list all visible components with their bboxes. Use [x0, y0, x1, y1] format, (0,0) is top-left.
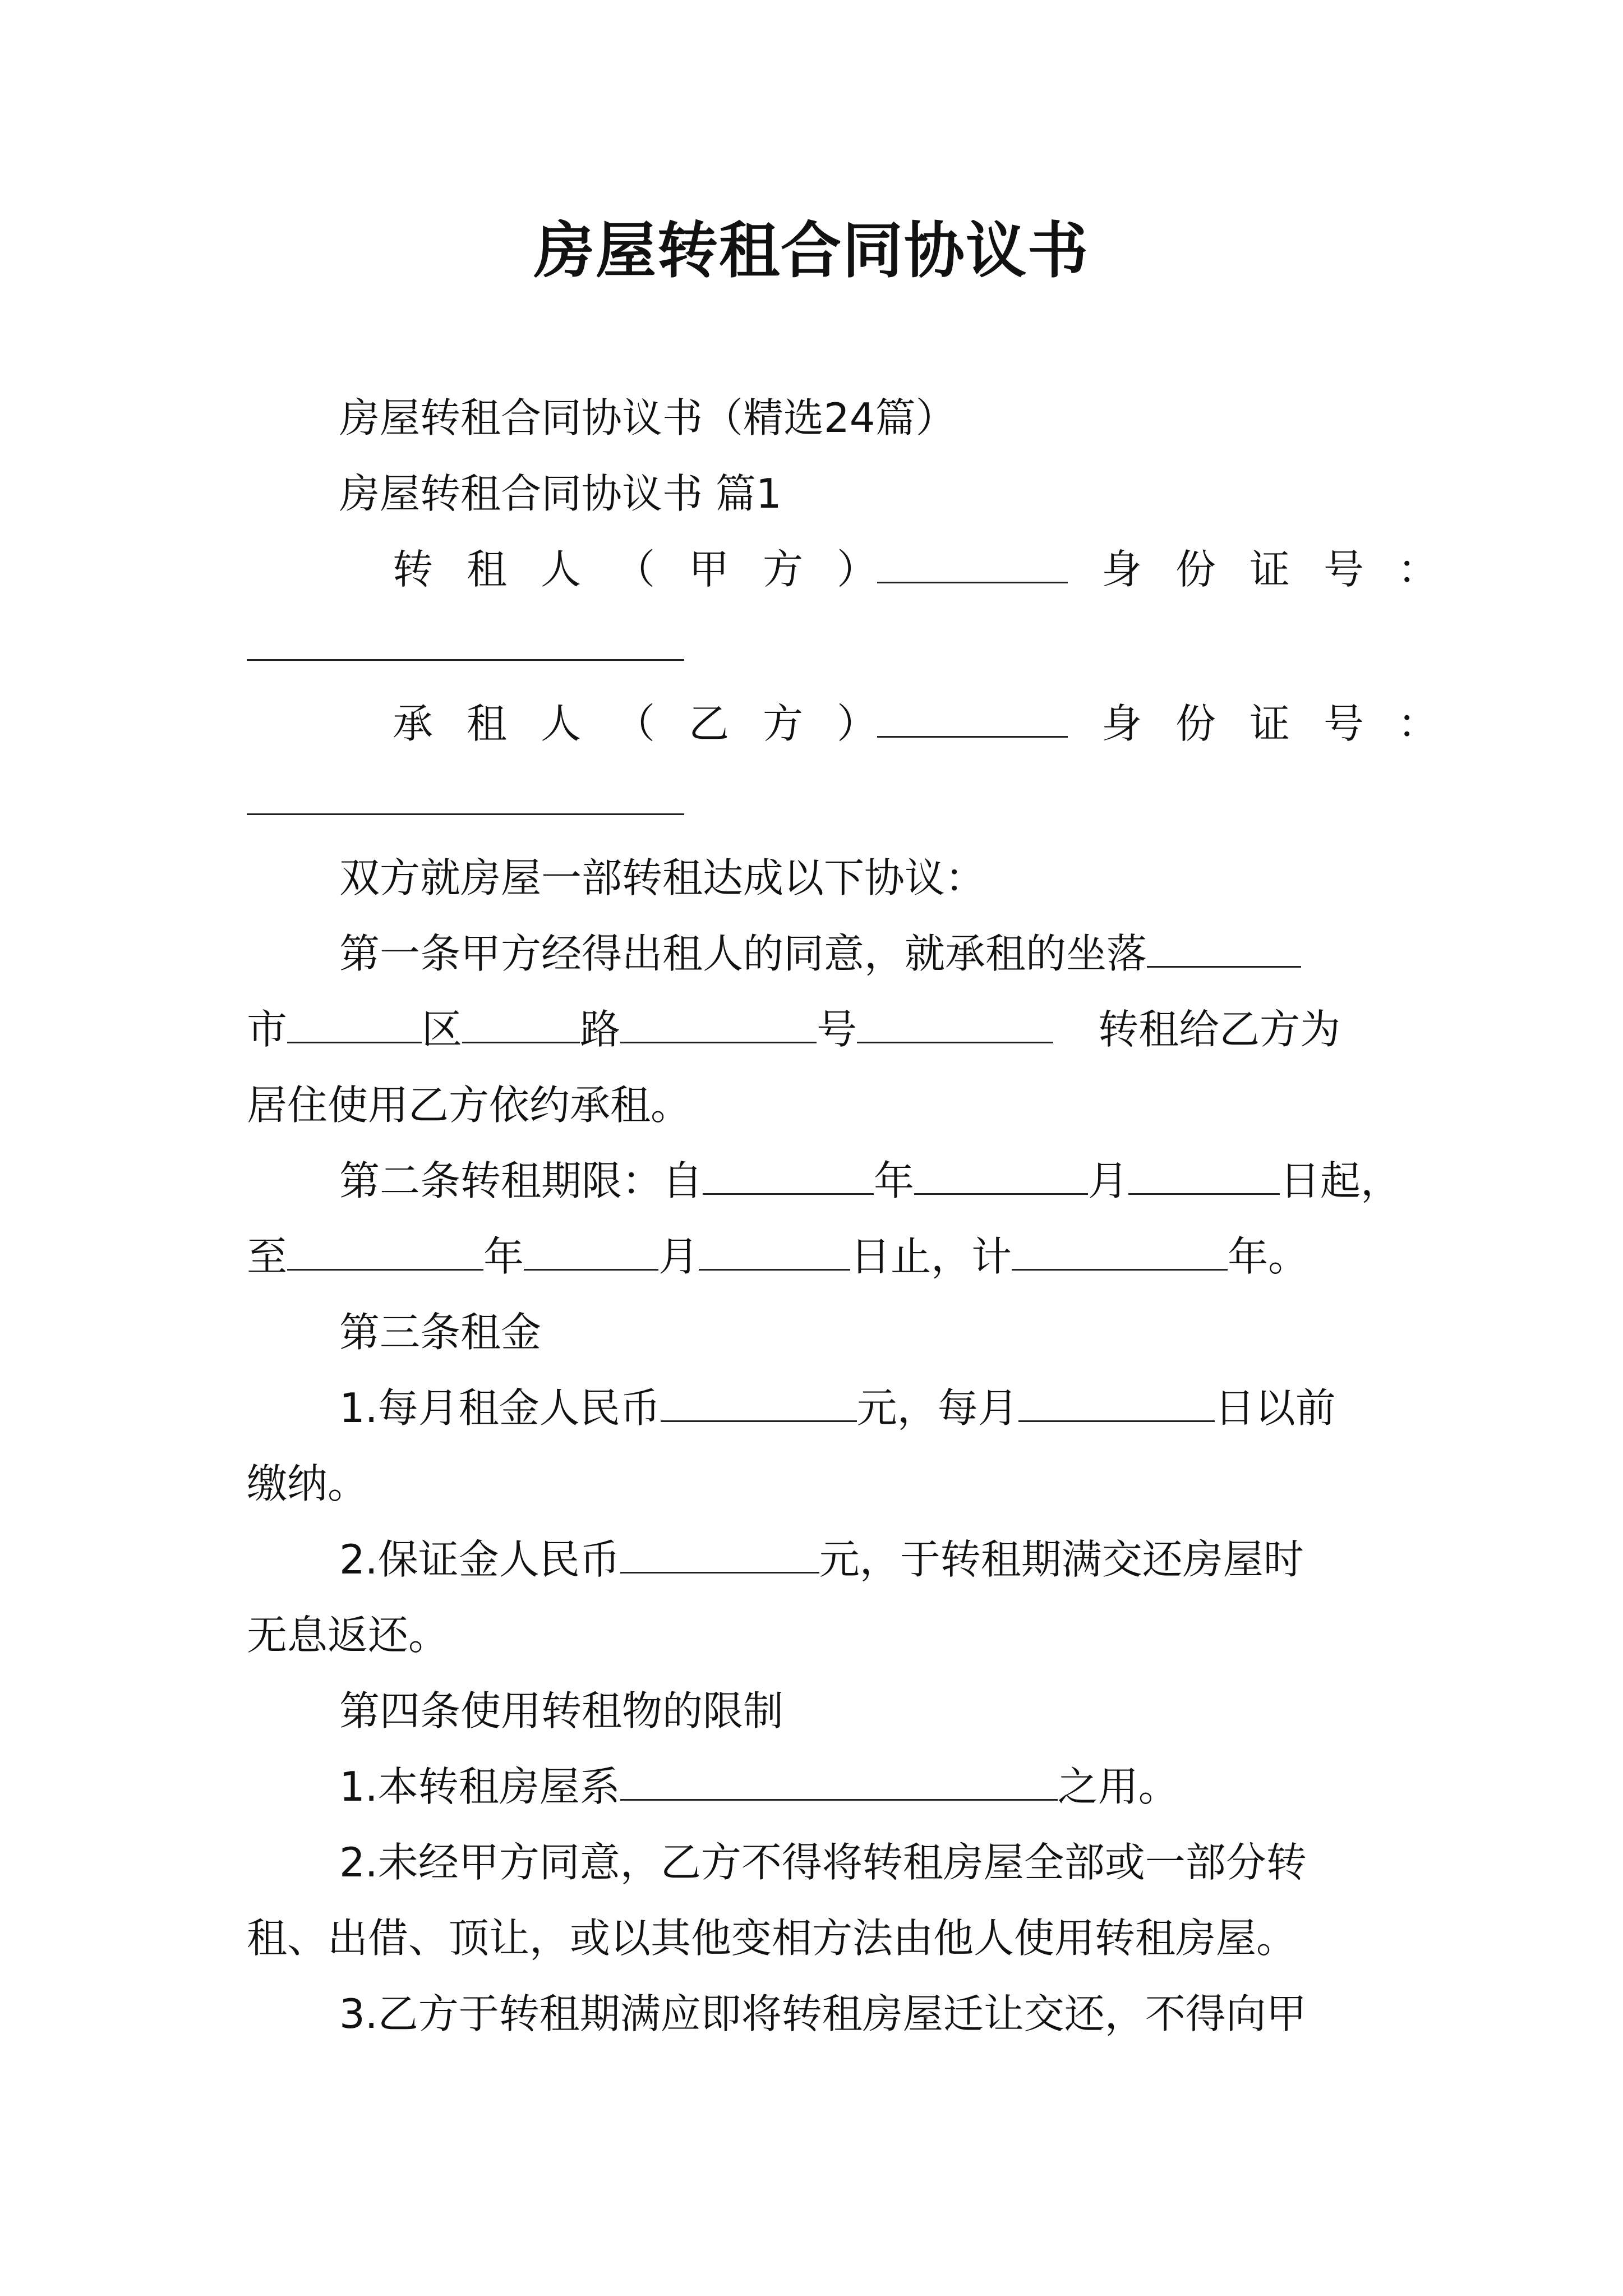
payment-day-blank — [1018, 1388, 1215, 1422]
payment-day-tail: 日以前 — [1214, 1384, 1336, 1432]
sublessee-line — [393, 696, 1472, 752]
article-4-item-2-line-1: 2.未经甲方同意，乙方不得将转租房屋全部或一部分转 — [339, 1839, 1307, 1886]
sublessee-name-blank — [877, 703, 1068, 738]
article-4-item-3-line-1: 3.乙方于转租期满应即将转租房屋迁让交还，不得向甲 — [339, 1990, 1307, 2037]
deposit-label: 2.保证金人民币 — [339, 1536, 620, 1583]
start-day-blank — [1128, 1161, 1280, 1195]
article-3-item-1-line-1 — [339, 1380, 1391, 1436]
start-year-blank — [703, 1161, 874, 1195]
article-3-item-1-line-2: 缴纳。 — [247, 1460, 368, 1507]
article-3-item-2-line-1 — [339, 1531, 1391, 1588]
sublessee-id-label: 身份证号： — [1101, 700, 1472, 747]
number-blank — [857, 1009, 1053, 1043]
end-year-label: 年 — [483, 1233, 524, 1280]
article-1-line-1 — [339, 926, 1391, 982]
end-day-blank — [699, 1236, 850, 1271]
city-blank — [287, 1009, 422, 1043]
road-blank — [620, 1009, 817, 1043]
subtitle-line: 房屋转租合同协议书（精选24篇） — [339, 394, 956, 441]
sublessor-id-label: 身份证号： — [1101, 546, 1472, 593]
monthly-rent-blank — [661, 1388, 857, 1422]
article-3-item-2-line-2: 无息返还。 — [247, 1612, 449, 1659]
use-purpose-tail: 之用。 — [1057, 1763, 1179, 1810]
location-blank — [1147, 933, 1301, 968]
start-year-label: 年 — [874, 1157, 915, 1204]
article-1-line-3: 居住使用乙方依约承租。 — [247, 1082, 691, 1129]
use-purpose-blank — [620, 1766, 1058, 1801]
article-4-heading: 第四条使用转租物的限制 — [339, 1687, 784, 1734]
end-day-label: 日止，计 — [850, 1233, 1012, 1280]
city-label: 市 — [247, 1006, 288, 1053]
start-month-label: 月 — [1088, 1157, 1129, 1204]
term-label: 第二条转租期限：自 — [339, 1157, 703, 1204]
number-label: 号 — [817, 1006, 857, 1053]
article-4-item-1 — [339, 1759, 1391, 1815]
total-years-blank — [1012, 1236, 1228, 1271]
agreement-intro-line: 双方就房屋一部转租达成以下协议： — [339, 854, 986, 901]
end-month-blank — [524, 1236, 658, 1271]
start-day-label: 日起， — [1280, 1157, 1401, 1204]
payment-day-label: 元，每月 — [856, 1384, 1018, 1432]
end-label: 至 — [247, 1233, 288, 1280]
sublessor-line — [393, 541, 1472, 597]
article-1-tail: 转租给乙方为 — [1098, 1006, 1341, 1053]
section-heading-line: 房屋转租合同协议书 篇1 — [339, 470, 782, 517]
sublessor-id-blank — [247, 659, 684, 661]
deposit-tail: 元，于转租期满交还房屋时 — [819, 1536, 1304, 1583]
start-month-blank — [914, 1161, 1088, 1195]
sublessee-id-blank — [247, 813, 684, 815]
total-years-label: 年。 — [1228, 1233, 1309, 1280]
monthly-rent-label: 1.每月租金人民币 — [339, 1384, 661, 1432]
road-label: 路 — [580, 1006, 621, 1053]
article-3-heading: 第三条租金 — [339, 1309, 542, 1356]
article-4-item-2-line-2: 租、出借、顶让，或以其他变相方法由他人使用转租房屋。 — [247, 1915, 1297, 1962]
article-2-line-1 — [339, 1153, 1401, 1209]
end-month-label: 月 — [658, 1233, 699, 1280]
document-title: 房屋转租合同协议书 — [533, 215, 1089, 286]
article-1-line-2 — [247, 1001, 1391, 1057]
article-1-text: 第一条甲方经得出租人的同意，就承租的坐落 — [339, 930, 1147, 977]
use-purpose-label: 1.本转租房屋系 — [339, 1763, 620, 1810]
sublessee-label: 承租人（乙方） — [393, 700, 911, 747]
district-blank — [462, 1009, 580, 1043]
deposit-blank — [620, 1539, 819, 1573]
end-year-blank — [287, 1236, 483, 1271]
article-2-line-2 — [247, 1228, 1391, 1285]
sublessor-label: 转租人（甲方） — [393, 546, 911, 593]
district-label: 区 — [422, 1006, 463, 1053]
sublessor-name-blank — [877, 549, 1068, 583]
